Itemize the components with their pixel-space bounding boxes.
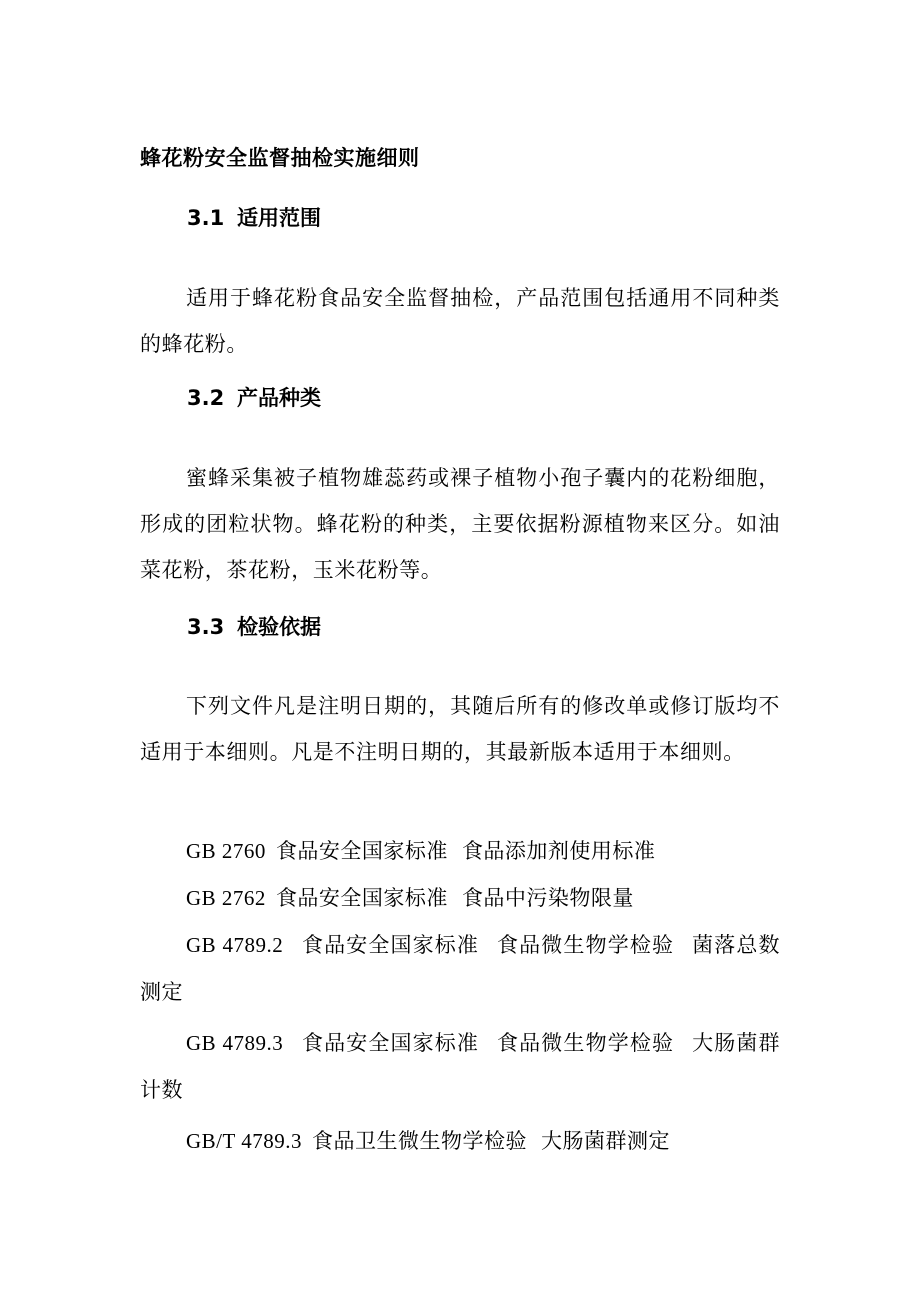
standard-code: GB/T 4789.3 (186, 1129, 302, 1153)
section-paragraph-3-1: 适用于蜂花粉食品安全监督抽检，产品范围包括通用不同种类的蜂花粉。 (140, 286, 780, 356)
standard-part: 大肠菌群计数 (140, 1031, 781, 1102)
standard-part: 食品微生物学检验 (497, 1031, 675, 1055)
standard-part: 食品中污染物限量 (461, 886, 634, 910)
section-number: 3.3 (187, 615, 225, 639)
standard-code: GB 4789.2 (186, 933, 284, 957)
standard-part: 食品卫生微生物学检验 (311, 1129, 527, 1153)
standard-part: 菌落总数测定 (140, 933, 781, 1004)
standard-reference (140, 922, 780, 1016)
standard-code: GB 2760 (186, 839, 266, 863)
standard-part: 食品添加剂使用标准 (461, 839, 656, 863)
standard-code: GB 4789.3 (186, 1031, 284, 1055)
section-number: 3.1 (187, 206, 225, 230)
standard-reference (140, 1118, 780, 1165)
standard-part: 食品微生物学检验 (497, 933, 675, 957)
section-heading-3-1 (187, 203, 321, 233)
standard-part: 食品安全国家标准 (275, 839, 448, 863)
standard-reference (140, 875, 780, 922)
standard-part: 大肠菌群测定 (540, 1129, 670, 1153)
section-title: 检验依据 (237, 615, 321, 639)
standard-reference (140, 828, 780, 875)
standard-part: 食品安全国家标准 (301, 1031, 480, 1055)
standard-reference (140, 1020, 780, 1114)
standard-part: 食品安全国家标准 (275, 886, 448, 910)
section-heading-3-2 (187, 383, 321, 413)
section-title: 适用范围 (237, 206, 321, 230)
section-paragraph-3-3: 下列文件凡是注明日期的，其随后所有的修改单或修订版均不适用于本细则。凡是不注明日期的，其最新版本适用于本细则。 (140, 694, 780, 764)
standard-part: 食品安全国家标准 (301, 933, 480, 957)
section-heading-3-3 (187, 612, 321, 642)
document-title: 蜂花粉安全监督抽检实施细则 (140, 146, 420, 170)
section-title: 产品种类 (237, 386, 321, 410)
standard-code: GB 2762 (186, 886, 266, 910)
section-paragraph-3-2: 蜜蜂采集被子植物雄蕊药或裸子植物小孢子囊内的花粉细胞，形成的团粒状物。蜂花粉的种类，主要依据粉源植物来区分。如油菜花粉，茶花粉，玉米花粉等。 (140, 466, 780, 582)
section-number: 3.2 (187, 386, 225, 410)
